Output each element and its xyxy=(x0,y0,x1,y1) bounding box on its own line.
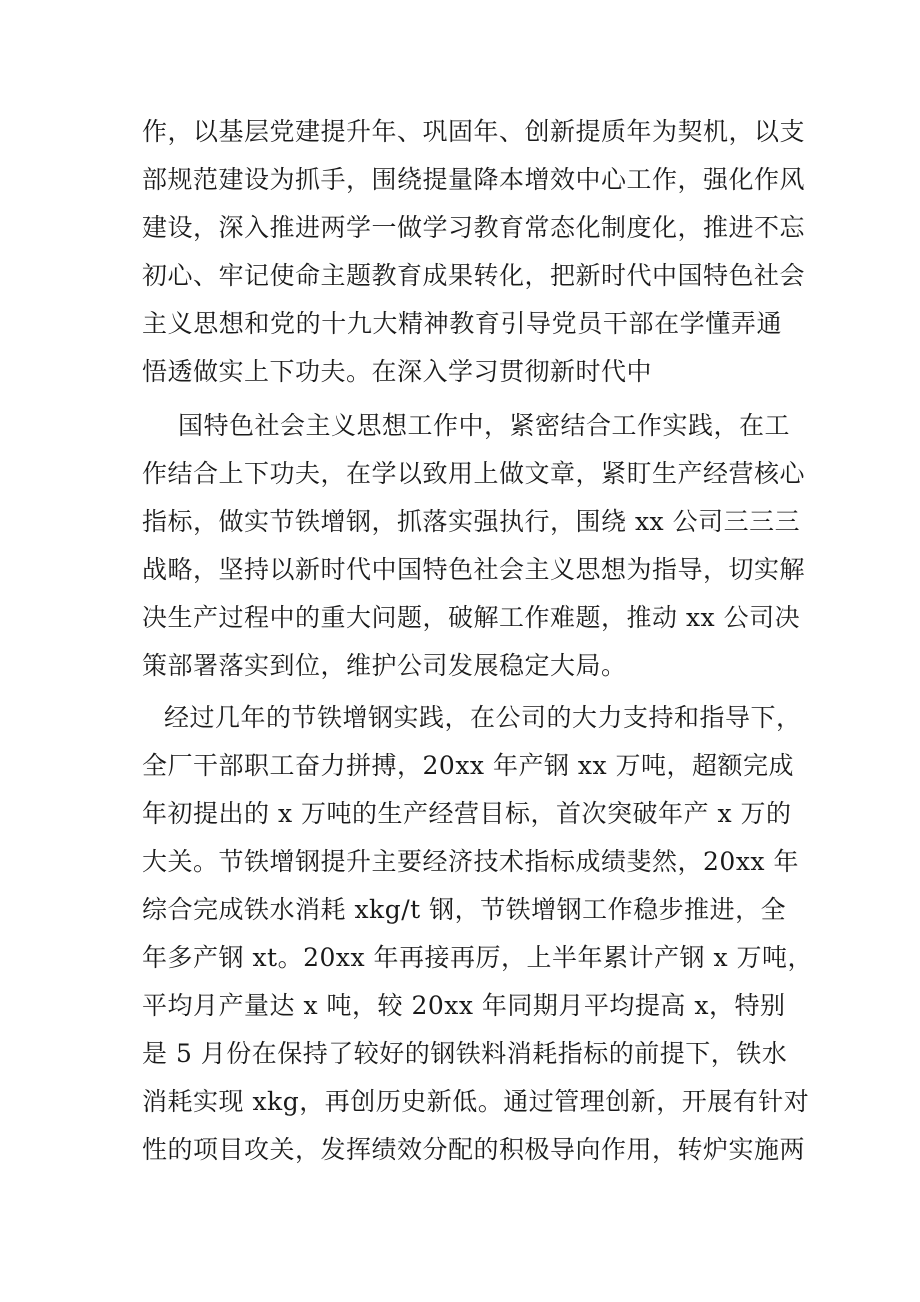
paragraph-3-line-6: 年多产钢 xt。20xx 年再接再厉，上半年累计产钢 x 万吨， xyxy=(142,943,814,972)
paragraph-2-line-6: 策部署落实到位，维护公司发展稳定大局。 xyxy=(142,651,627,680)
paragraph-3-line-1: 经过几年的节铁增钢实践，在公司的大力支持和指导下， xyxy=(164,703,802,732)
paragraph-3-line-4: 大关。节铁增钢提升主要经济技术指标成绩斐然，20xx 年 xyxy=(142,847,799,876)
paragraph-1-line-3: 建设，深入推进两学一做学习教育常态化制度化，推进不忘 xyxy=(142,213,806,242)
paragraph-3-line-3: 年初提出的 x 万吨的生产经营目标，首次突破年产 x 万的 xyxy=(142,799,792,828)
paragraph-2-line-4: 战略，坚持以新时代中国特色社会主义思想为指导，切实解 xyxy=(142,555,806,584)
paragraph-2-line-1: 国特色社会主义思想工作中，紧密结合工作实践，在工 xyxy=(178,411,791,440)
paragraph-2-line-5: 决生产过程中的重大问题，破解工作难题，推动 xx 公司决 xyxy=(142,603,801,632)
paragraph-1-line-4: 初心、牢记使命主题教育成果转化，把新时代中国特色社会 xyxy=(142,261,806,290)
paragraph-1-line-6: 悟透做实上下功夫。在深入学习贯彻新时代中 xyxy=(142,357,653,386)
paragraph-3-line-5: 综合完成铁水消耗 xkg/t 钢，节铁增钢工作稳步推进，全 xyxy=(142,895,787,924)
paragraph-2-line-3: 指标，做实节铁增钢，抓落实强执行，围绕 xx 公司三三三 xyxy=(142,507,801,536)
paragraph-3-line-9: 消耗实现 xkg，再创历史新低。通过管理创新，开展有针对 xyxy=(142,1087,810,1116)
paragraph-3-line-10: 性的项目攻关，发挥绩效分配的积极导向作用，转炉实施两 xyxy=(142,1135,806,1164)
paragraph-3-line-7: 平均月产量达 x 吨，较 20xx 年同期月平均提高 x，特别 xyxy=(142,991,786,1020)
paragraph-2-line-2: 作结合上下功夫，在学以致用上做文章，紧盯生产经营核心 xyxy=(142,459,806,488)
paragraph-1-line-2: 部规范建设为抓手，围绕提量降本增效中心工作，强化作风 xyxy=(142,165,806,194)
paragraph-1-line-5: 主义思想和党的十九大精神教育引导党员干部在学懂弄通 xyxy=(142,309,782,338)
paragraph-1-line-1: 作，以基层党建提升年、巩固年、创新提质年为契机，以支 xyxy=(142,117,806,146)
paragraph-3-line-8: 是 5 月份在保持了较好的钢铁料消耗指标的前提下，铁水 xyxy=(142,1039,788,1068)
paragraph-3-line-2: 全厂干部职工奋力拼搏，20xx 年产钢 xx 万吨，超额完成 xyxy=(142,751,795,780)
